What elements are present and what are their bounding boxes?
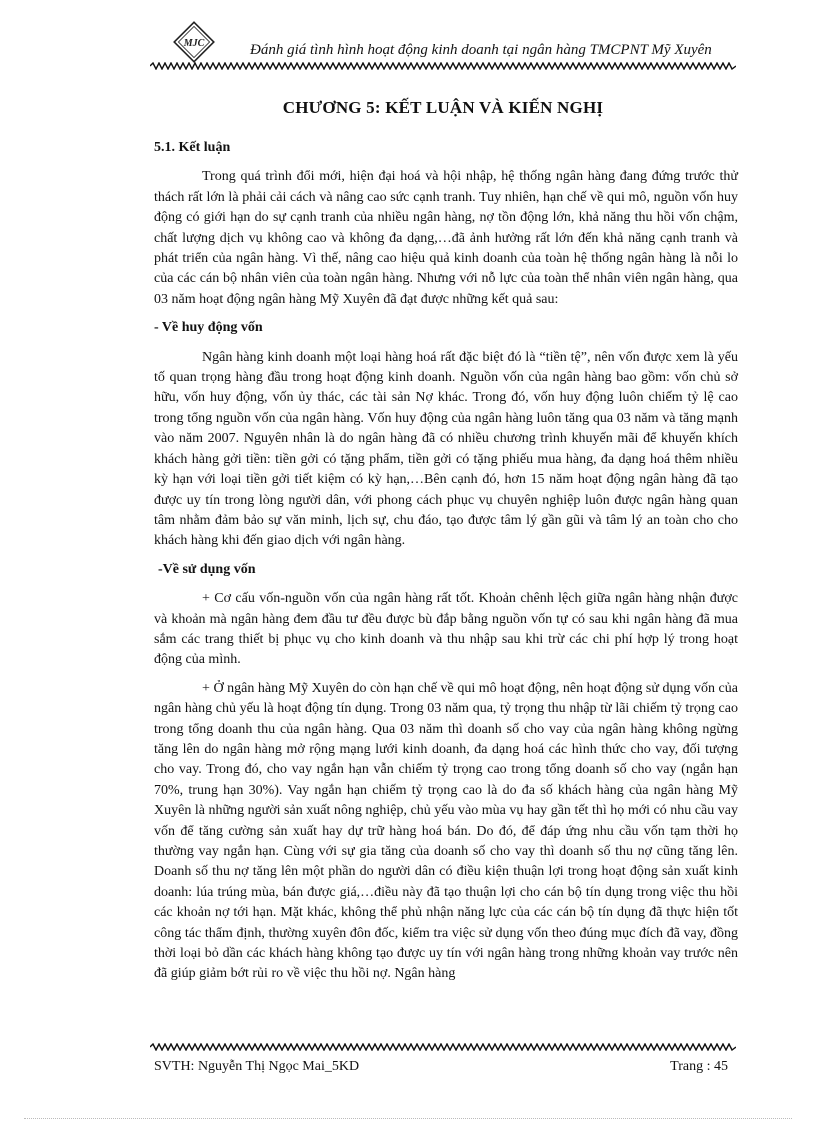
header-title: Đánh giá tình hình hoạt động kinh doanh tại ngân hàng TMCPNT Mỹ Xuyên <box>250 42 712 58</box>
page-header <box>150 18 736 70</box>
footer-page-number: Trang : 45 <box>670 1059 728 1074</box>
subheading-capital-mobilization: - Về huy động vốn <box>154 320 263 336</box>
chapter-title: CHƯƠNG 5: KẾT LUẬN VÀ KIẾN NGHỊ <box>282 98 604 117</box>
capital-mobilization-paragraph: Ngân hàng kinh doanh một loại hàng hoá rất đặc biệt đó là “tiền tệ”, nên vốn được xem là yếu tố quan trọng hàng đầu trong hoạt động kinh doanh. Nguồn vốn của ngân hàng bao gồm: vốn chủ sở hữu, vốn huy động, vốn ủy thác, các tài sản Nợ khác. Trong đó, vốn huy động luôn chiếm tỷ lệ cao trong tổng nguồn vốn của ngân hàng. Vốn huy động của ngân hàng luôn tăng qua 03 năm và tăng mạnh vào năm 2007. Nguyên nhân là do ngân hàng đã có nhiều chương trình khuyến mãi để khuyến khích khách hàng gởi tiền: tiền gởi có tặng phẩm, tiền gởi có tặng phiếu mua hàng, đa dạng hoá thêm nhiều kỳ hạn với loại tiền gởi tiết kiệm có kỳ hạn,…Bên cạnh đó, hơn 15 năm hoạt động ngân hàng đã tạo được uy tín trong lòng người dân, với phong cách phục vụ chuyên nghiệp luôn được ngân hàng quan tâm nhằm đảm bảo sự văn minh, lịch sự, chu đáo, tạo được tâm lý gần gũi và tâm lý an toàn cho cho khách hàng khi đến giao dịch với ngân hàng. <box>154 349 738 549</box>
footer-author: SVTH: Nguyễn Thị Ngọc Mai_5KD <box>154 1059 360 1074</box>
svg-text:MJC: MJC <box>183 38 205 49</box>
section-heading: 5.1. Kết luận <box>154 140 231 155</box>
header-zigzag-rule <box>150 62 736 70</box>
mjc-logo-icon <box>172 20 216 64</box>
lending-paragraph: + Ở ngân hàng Mỹ Xuyên do còn hạn chế về qui mô hoạt động, nên hoạt động sử dụng vốn của ngân hàng chủ yếu là hoạt động tín dụng. Trong 03 năm qua, tỷ trọng thu nhập từ lãi chiếm tỷ trọng cao trong tổng doanh thu của ngân hàng. Qua 03 năm thì doanh số cho vay của ngân hàng không ngừng tăng lên do ngân hàng mở rộng mạng lưới kinh doanh, đa dạng hoá các hình thức cho vay, đối tượng cho vay. Trong đó, cho vay ngắn hạn vẫn chiếm tỷ trọng cao trong tổng doanh số cho vay (ngắn hạn 70%, trung hạn 30%). Vay ngắn hạn chiếm tỷ trọng cao là do đa số khách hàng của ngân hàng Mỹ Xuyên là những người sản xuất nông nghiệp, chủ yếu vào mùa vụ hay gần tết thì họ mới có nhu cầu vay vốn để tăng cường sản xuất hay dự trữ hàng hoá bán. Do đó, để đáp ứng nhu cầu vốn tạm thời họ thường vay ngắn hạn. Cùng với sự gia tăng của doanh số cho vay thì doanh số thu nợ cũng tăng lên. Doanh số thu nợ tăng lên một phần do người dân có điều kiện thuận lợi trong hoạt động sản xuất kinh doanh: lúa trúng mùa, bán được giá,…điều này đã tạo thuận lợi cho cán bộ tín dụng trong việc thu hồi các khoản nợ tới hạn. Mặt khác, không thể phủ nhận năng lực của các cán bộ tín dụng đã thực hiện tốt công tác thẩm định, thường xuyên đôn đốc, kiểm tra việc sử dụng vốn theo đúng mục đích đã vay, đồng thời loại bỏ dần các khách hàng không tạo được uy tín với ngân hàng trong những khoản vay trước nên đã giúp giảm bớt rủi ro về việc thu hồi nợ. Ngân hàng <box>154 680 738 982</box>
capital-structure-paragraph: + Cơ cấu vốn-nguồn vốn của ngân hàng rất tốt. Khoản chênh lệch giữa ngân hàng nhận được và khoản mà ngân hàng đem đầu tư đều được bù đắp bằng nguồn vốn tự có sau khi ngân hàng đã mua sắm các trang thiết bị phục vụ cho kinh doanh và thu nhập sau khi trừ các chi phí hợp lý trong hoạt động của mình. <box>154 591 738 668</box>
intro-paragraph: Trong quá trình đổi mới, hiện đại hoá và hội nhập, hệ thống ngân hàng đang đứng trước thử thách rất lớn là phải cải cách và nâng cao sức cạnh tranh. Tuy nhiên, hạn chế về qui mô, nguồn vốn huy động có giới hạn do sự cạnh tranh của nhiều ngân hàng, nợ tồn động lớn, khả năng thu hồi vốn chậm, chất lượng dịch vụ không cao và không đa dạng,…đã ảnh hưởng rất lớn đến khả năng cạnh tranh và phát triển của ngân hàng. Vì thế, nâng cao hiệu quả kinh doanh của toàn hệ thống ngân hàng là nỗi lo của các cán bộ nhân viên của toàn ngân hàng. Nhưng với nỗ lực của toàn thể nhân viên ngân hàng, qua 03 năm hoạt động ngân hàng Mỹ Xuyên đã đạt được những kết quả sau: <box>154 169 738 307</box>
page-bottom-divider <box>24 1118 792 1119</box>
footer-zigzag-rule <box>150 1043 736 1051</box>
page-footer <box>150 1043 736 1083</box>
document-body <box>154 138 738 993</box>
subheading-capital-usage: -Về sử dụng vốn <box>158 561 256 577</box>
